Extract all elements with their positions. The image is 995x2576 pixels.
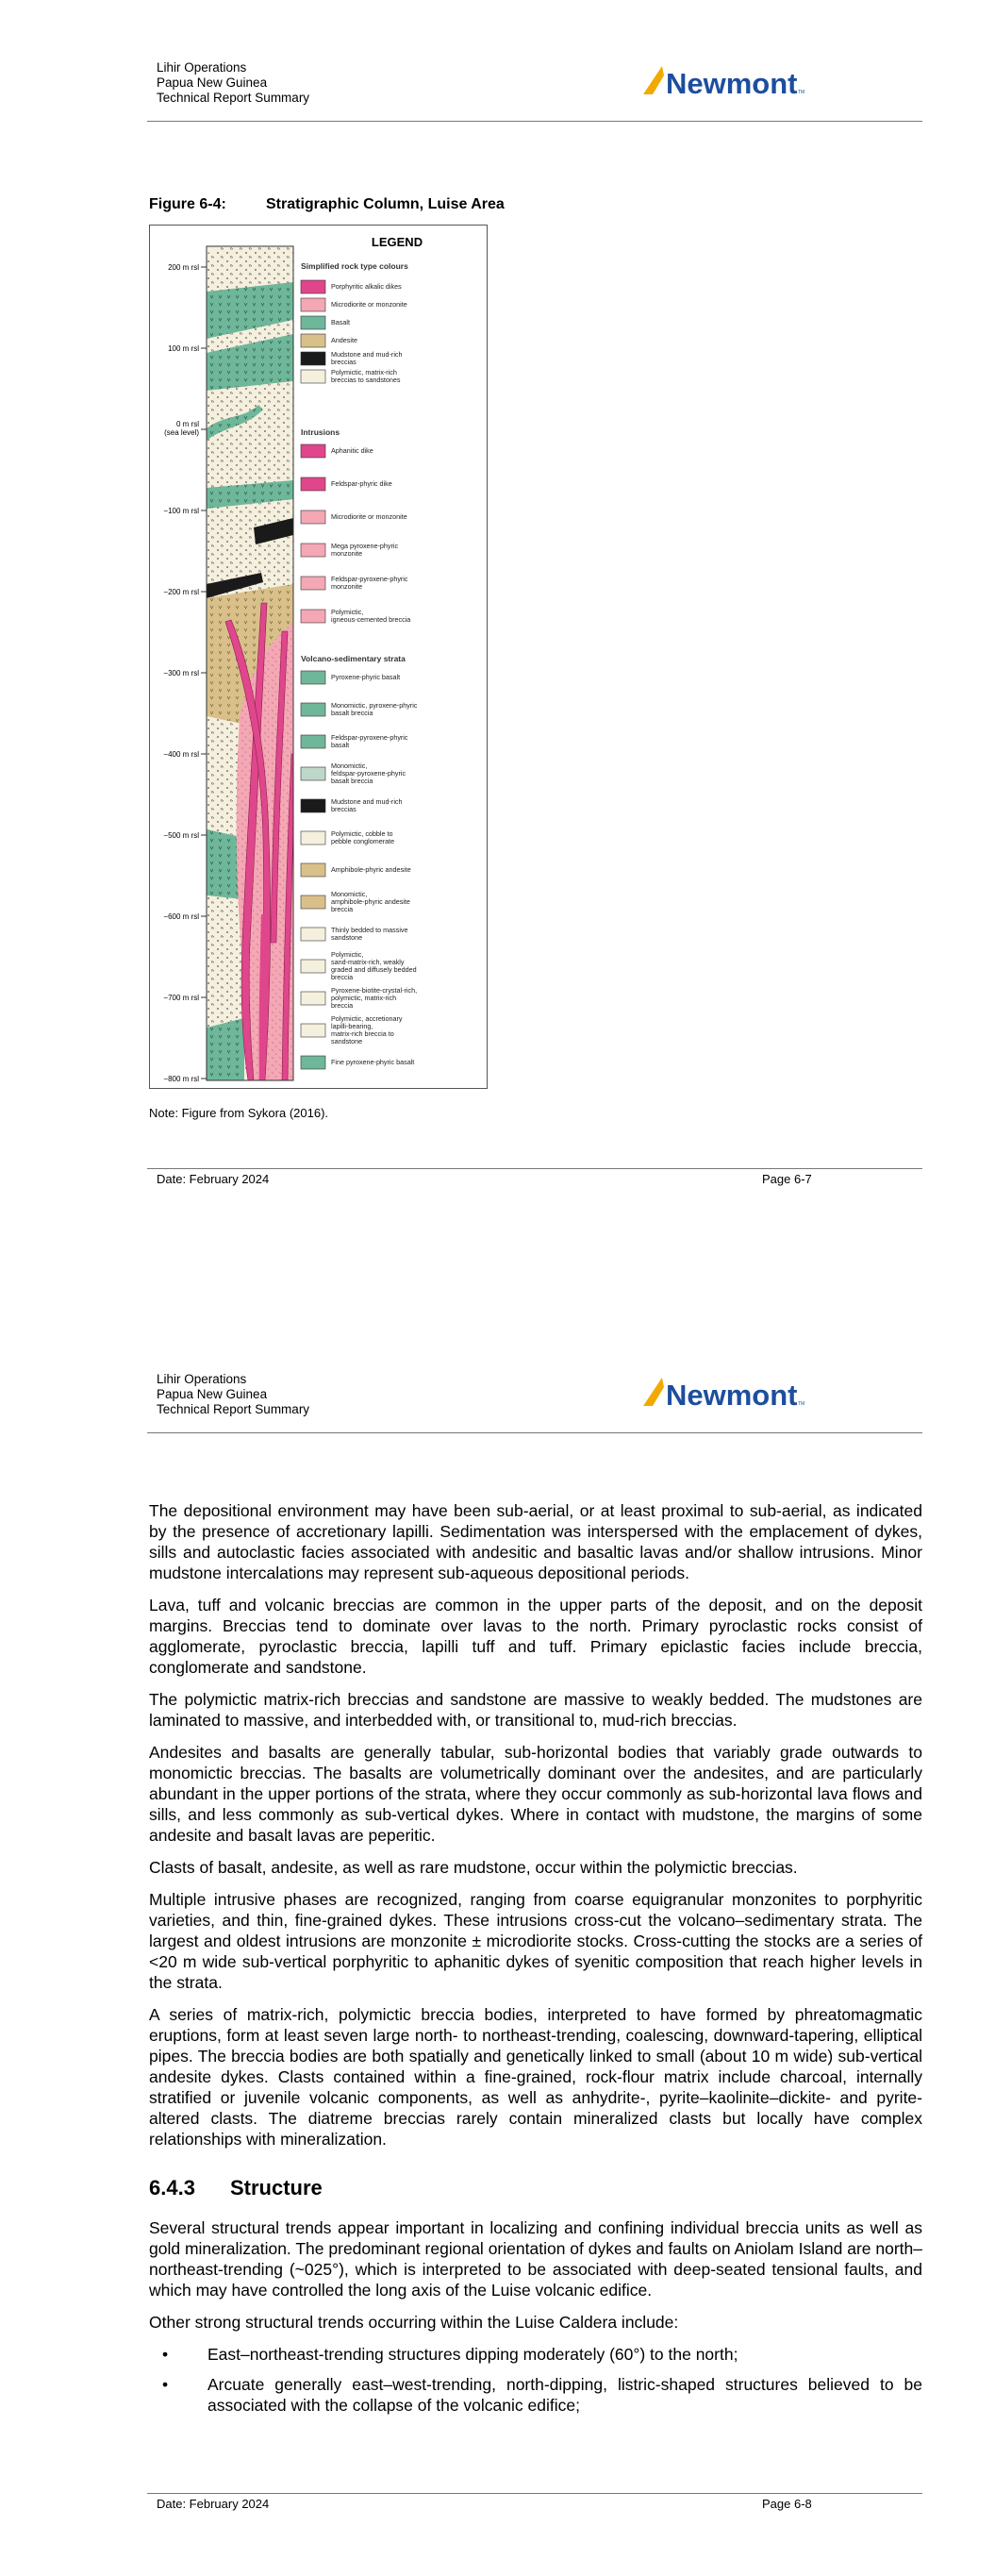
footer-page-number: Page 6-7 — [762, 1172, 812, 1186]
legend-label: Microdiorite or monzonite — [331, 300, 407, 309]
bullet-text: Arcuate generally east–west-trending, north-dipping, listric-shaped structures believed to be associated with the collapse of the volcanic edifice; — [207, 2375, 922, 2415]
depth-label: −300 m rsl — [163, 669, 199, 677]
header-rule — [147, 1432, 922, 1433]
bullet-text: East–northeast-trending structures dipping moderately (60°) to the north; — [207, 2345, 738, 2364]
paragraph: Clasts of basalt, andesite, as well as rare mudstone, occur within the polymictic breccias. — [149, 1858, 798, 1877]
legend-label: Monomictic, pyroxene-phyric basalt breccia — [331, 701, 418, 717]
section-title: Structure — [230, 2176, 323, 2200]
legend-swatch — [301, 831, 325, 845]
legend-intrusions-group — [301, 444, 410, 624]
bullet-item — [149, 2344, 922, 2365]
legend-label: Feldspar-pyroxene-phyric monzonite — [331, 575, 408, 591]
depth-label: −400 m rsl — [163, 750, 199, 759]
header-company: Lihir Operations — [157, 60, 247, 75]
legend-heading-intrusions: Intrusions — [301, 427, 340, 437]
legend-label: Polymictic, accretionary lapilli-bearing, matrix-rich breccia to sandstone — [331, 1014, 403, 1045]
depth-label: (sea level) — [164, 428, 199, 437]
paragraph: The polymictic matrix-rich breccias and sandstone are massive to weakly bedded. The mudstones are laminated to massive, and interbedded with, or transitional to, mud-rich breccias. — [149, 1690, 922, 1730]
paragraph: Multiple intrusive phases are recognized, ranging from coarse equigranular monzonites to porphyritic varieties, and thin, fine-grained dykes. These intrusions cross-cut the volcano–sedimentary strata. The largest and oldest intrusions are monzonite ± microdiorite stocks. Cross-cutting the stocks are a series of <20 m wide sub-vertical porphyritic to aphanitic dykes of syenitic composition that reach higher levels in the strata. — [149, 1890, 922, 1992]
legend-swatch — [301, 610, 325, 623]
legend-label: Polymictic, matrix-rich breccias to sandstones — [331, 368, 401, 384]
legend-swatch — [301, 1056, 325, 1069]
legend-label: Fine pyroxene-phyric basalt — [331, 1058, 415, 1066]
paragraph: A series of matrix-rich, polymictic breccia bodies, interpreted to have formed by phreatomagmatic eruptions, form at least seven large north- to northeast-trending, coalescing, downward-tapering, elliptical pipes. The breccia bodies are both spatially and genetically linked to small (about 10 m wide) sub-vertical andesite dykes. Clasts contained within a fine-grained, rock-flour matrix include charcoal, internally stratified or juvenile volcanic components, as well as anhydrite-, pyrite–kaolinite–dickite- and pyrite-altered clasts. The diatreme breccias rarely contain mineralized clasts but locally have complex relationships with mineralization. — [149, 2005, 922, 2149]
figure-note: Note: Figure from Sykora (2016). — [149, 1106, 329, 1120]
depth-label: 100 m rsl — [168, 344, 199, 353]
bullet-item — [149, 2374, 922, 2416]
legend-swatch — [301, 544, 325, 557]
legend-label: Microdiorite or monzonite — [331, 512, 407, 521]
legend-swatch — [301, 577, 325, 590]
legend-simplified-group — [301, 280, 407, 384]
paragraph: The depositional environment may have been sub-aerial, or at least proximal to sub-aerial, as indicated by the presence of accretionary lapilli. Sedimentation was interspersed with the emplacement of dykes, sills and autoclastic facies associated with andesitic and basaltic lavas and/or shallow intrusions. Minor mudstone intercalations may represent sub-aqueous depositional periods. — [149, 1501, 922, 1582]
footer-rule — [147, 2493, 922, 2494]
legend-swatch — [301, 370, 325, 383]
bullet-marker: • — [162, 2345, 169, 2364]
body-text — [149, 1500, 922, 2425]
footer-date: Date: February 2024 — [157, 2497, 270, 2511]
figure-caption — [149, 196, 505, 213]
stratigraphic-column-figure — [149, 225, 488, 1089]
legend-heading-volcano: Volcano-sedimentary strata — [301, 654, 406, 663]
legend-label: Andesite — [331, 336, 357, 344]
legend-swatch — [301, 863, 325, 877]
legend-label: Mudstone and mud-rich breccias — [331, 797, 403, 813]
report-page-2 — [0, 1312, 995, 2576]
legend-title: LEGEND — [371, 235, 423, 249]
logo-wordmark: Newmont — [666, 1379, 798, 1412]
legend-swatch — [301, 767, 325, 780]
legend-label: Porphyritic alkalic dikes — [331, 282, 402, 291]
depth-label: −200 m rsl — [163, 588, 199, 596]
legend-swatch — [301, 280, 325, 293]
legend-swatch — [301, 960, 325, 973]
legend-label: Basalt — [331, 318, 350, 326]
legend-swatch — [301, 928, 325, 941]
legend-swatch — [301, 671, 325, 684]
header-company: Lihir Operations — [157, 1372, 247, 1386]
legend-label: Mudstone and mud-rich breccias — [331, 350, 403, 366]
section-heading — [149, 2178, 922, 2199]
legend-label: Monomictic, amphibole-phyric andesite breccia — [331, 890, 410, 913]
legend-label: Monomictic, feldspar-pyroxene-phyric basalt breccia — [331, 761, 406, 785]
depth-label: 0 m rsl — [176, 420, 199, 428]
legend-swatch — [301, 444, 325, 458]
depth-label: −600 m rsl — [163, 912, 199, 921]
legend-label: Polymictic, cobble to pebble conglomerate — [331, 829, 395, 845]
paragraph: Other strong structural trends occurring within the Luise Caldera include: — [149, 2313, 679, 2332]
stratigraphic-column-svg — [150, 226, 487, 1088]
newmont-logo — [641, 1374, 811, 1413]
figure-number: Figure 6-4: — [149, 196, 226, 212]
depth-label: −800 m rsl — [163, 1075, 199, 1083]
depth-label: −100 m rsl — [163, 507, 199, 515]
depth-label: −500 m rsl — [163, 831, 199, 840]
legend-swatch — [301, 735, 325, 748]
legend-swatch — [301, 477, 325, 491]
paragraph: Lava, tuff and volcanic breccias are common in the upper parts of the deposit, and on the deposit margins. Breccias tend to dominate over lavas to the north. Primary pyroclastic rocks consist of agglomerate, pyroclastic breccia, lapilli tuff and tuff. Primary epiclastic facies include breccia, conglomerate and sandstone. — [149, 1596, 922, 1677]
legend-label: Pyroxene-biotite-crystal-rich, polymictic, matrix-rich breccia — [331, 986, 418, 1010]
bullet-marker: • — [162, 2375, 169, 2394]
paragraph: Andesites and basalts are generally tabular, sub-horizontal bodies that variably grade outwards to monomictic breccias. The basalts are volumetrically dominant over the andesites, and are particularly abundant in the upper portions of the strata, where they occur commonly as sub-horizontal lava flows and sills, and less commonly as sub-vertical dykes. Where in contact with mudstone, the margins of some andesite and basalt lavas are peperitic. — [149, 1743, 922, 1845]
newmont-logo — [641, 62, 811, 102]
section-number: 6.4.3 — [149, 2176, 195, 2200]
legend-label: Thinly bedded to massive sandstone — [331, 926, 408, 942]
header-rule — [147, 121, 922, 122]
legend-swatch — [301, 352, 325, 365]
footer-rule — [147, 1168, 922, 1169]
legend-swatch — [301, 992, 325, 1005]
legend-label: Polymictic, sand-matrix-rich, weakly graded and diffusely bedded breccia — [331, 950, 417, 981]
legend-swatch — [301, 298, 325, 311]
legend-swatch — [301, 510, 325, 524]
header-doc-type: Technical Report Summary — [157, 91, 310, 105]
legend-heading-simplified: Simplified rock type colours — [301, 261, 408, 271]
legend-swatch — [301, 895, 325, 909]
legend-swatch — [301, 334, 325, 347]
report-page-1 — [0, 0, 995, 1227]
legend-swatch — [301, 316, 325, 329]
legend-label: Mega pyroxene-phyric monzonite — [331, 542, 399, 558]
header-doc-type: Technical Report Summary — [157, 1402, 310, 1416]
page-header — [157, 60, 309, 106]
legend-label: Feldspar-phyric dike — [331, 479, 392, 488]
legend-swatch — [301, 1024, 325, 1037]
footer-page-number: Page 6-8 — [762, 2497, 812, 2511]
legend-swatch — [301, 799, 325, 812]
logo-trademark: TM — [798, 90, 805, 95]
legend-swatch — [301, 703, 325, 716]
legend-label: Aphanitic dike — [331, 446, 373, 455]
legend-label: Feldspar-pyroxene-phyric basalt — [331, 733, 408, 749]
legend-label: Polymictic, igneous-cemented breccia — [331, 608, 411, 624]
legend-label: Amphibole-phyric andesite — [331, 865, 411, 874]
depth-label: −700 m rsl — [163, 994, 199, 1002]
bullet-list — [149, 2344, 922, 2416]
depth-axis — [163, 263, 207, 1083]
page-header — [157, 1372, 309, 1417]
logo-wordmark: Newmont — [666, 67, 798, 100]
legend-label: Pyroxene-phyric basalt — [331, 673, 401, 681]
depth-label: 200 m rsl — [168, 263, 199, 272]
legend-volcano-group — [301, 671, 418, 1069]
footer-date: Date: February 2024 — [157, 1172, 270, 1186]
header-country: Papua New Guinea — [157, 1387, 268, 1401]
paragraph: Several structural trends appear important in localizing and confining individual breccia units as well as gold mineralization. The predominant regional orientation of dykes and faults on Aniolam Island are north–northeast-trending (~025°), which is interpreted to be associated with deep-seated tensional faults, and which may have controlled the long axis of the Luise volcanic edifice. — [149, 2218, 922, 2300]
logo-trademark: TM — [798, 1401, 805, 1407]
figure-title: Stratigraphic Column, Luise Area — [266, 196, 505, 212]
header-country: Papua New Guinea — [157, 75, 268, 90]
